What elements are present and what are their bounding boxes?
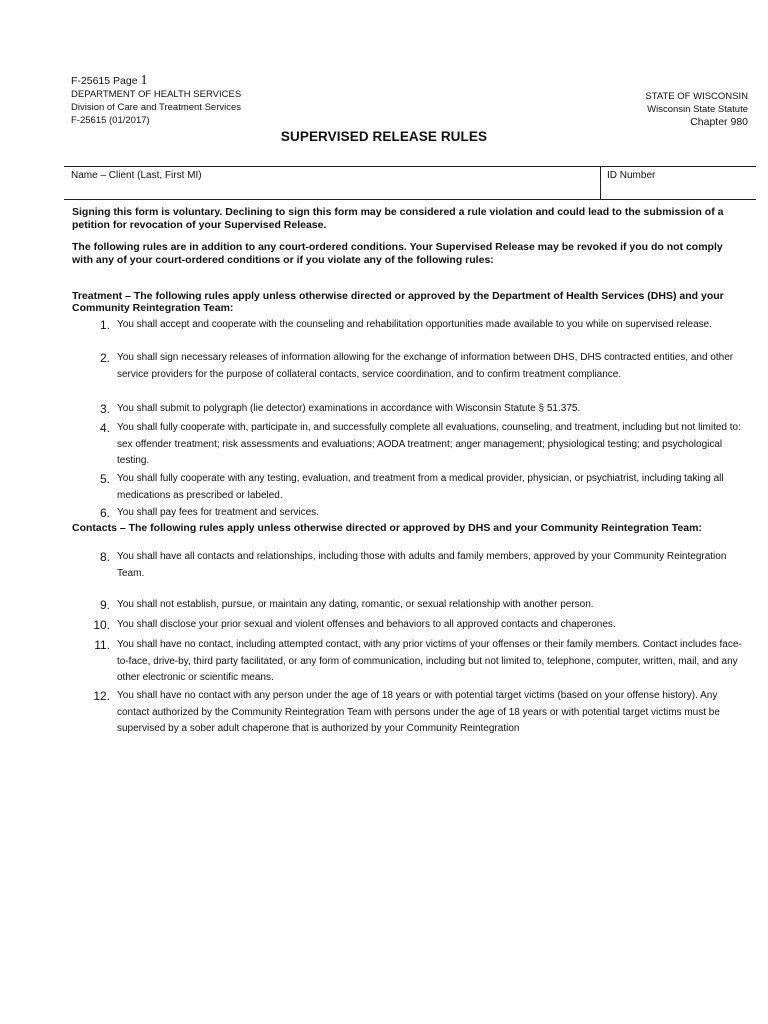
division-name: Division of Care and Treatment Services: [71, 102, 242, 113]
page-number: 1: [140, 73, 148, 88]
rule-text: You shall disclose your prior sexual and violent offenses and behaviors to all approved contacts and chaperones.: [117, 619, 616, 630]
header-state-block: [645, 90, 748, 129]
rule-text: You shall submit to polygraph (lie detector) examinations in accordance with Wisconsin Statute § 51.375.: [117, 403, 581, 414]
rule-number: 9.: [99, 598, 110, 612]
state-name: STATE OF WISCONSIN: [645, 91, 748, 102]
rule-number: 5.: [99, 472, 110, 486]
voluntary-notice: Signing this form is voluntary. Declining to sign this form may be considered a rule violation and could lead to the submission of a petition for revocation of your Supervised Release.: [72, 206, 724, 231]
rule-text: You shall fully cooperate with, participate in, and successfully complete all evaluations, counseling, and treatment, including but not limited to: sex offender treatment; risk assessments and evaluations; AODA treatment; anger management; physiological testing; and psychological testing.: [117, 422, 741, 466]
statute-name: Wisconsin State Statute: [647, 104, 748, 115]
rule-number: 3.: [99, 402, 110, 416]
form-page-label: F-25615 Page: [71, 75, 141, 87]
rule-number: 1.: [99, 318, 110, 332]
name-field[interactable]: [64, 167, 601, 199]
rule-text: You shall have no contact, including attempted contact, with any prior victims of your offenses or their family members. Contact includes face-to-face, drive-by, third party facilitated, or any form of communication, including but not limited to, telephone, computer, written, mail, and any other electronic or scientific means.: [117, 639, 742, 683]
rule-text: You shall fully cooperate with any testing, evaluation, and treatment from a medical provider, physician, or psychiatrist, including taking all medications as prescribed or labeled.: [117, 473, 724, 501]
page-title: SUPERVISED RELEASE RULES: [280, 129, 488, 144]
rule-number: 2.: [99, 351, 110, 365]
form-id: F-25615 (01/2017): [71, 115, 150, 126]
rule-text: You shall not establish, pursue, or maintain any dating, romantic, or sexual relationship with another person.: [117, 599, 594, 610]
rule-text: You shall pay fees for treatment and services.: [117, 507, 319, 518]
contacts-heading: Contacts – The following rules apply unless otherwise directed or approved by DHS and your Community Reintegration Team:: [72, 522, 702, 534]
rule-number: 4.: [99, 421, 110, 435]
rule-text: You shall sign necessary releases of information allowing for the exchange of information between DHS, DHS contracted entities, and other service providers for the purpose of collateral contacts, service coordination, and to confirm treatment compliance.: [117, 352, 734, 380]
form-page-line: [71, 74, 241, 88]
header-agency-block: [71, 74, 241, 127]
department-name: DEPARTMENT OF HEALTH SERVICES: [71, 89, 242, 100]
rules-note: The following rules are in addition to any court-ordered conditions. Your Supervised Release may be revoked if you do not comply with any of your court-ordered conditions or if you violate any of the following rules:: [72, 241, 723, 266]
id-number-label: ID Number: [607, 170, 656, 181]
rule-number: 12.: [93, 689, 110, 703]
id-number-field[interactable]: [602, 167, 756, 199]
chapter-label: Chapter 980: [690, 116, 748, 128]
rule-number: 10.: [93, 618, 110, 632]
treatment-heading: Treatment – The following rules apply unless otherwise directed or approved by the Department of Health Services (DHS) and your Community Reintegration Team:: [72, 290, 724, 314]
client-info-table: [64, 166, 756, 200]
name-field-label: Name – Client (Last, First MI): [71, 170, 202, 181]
rule-number: 8.: [99, 550, 110, 564]
rule-number: 6.: [99, 506, 110, 520]
rule-number: 11.: [94, 638, 110, 652]
rule-text: You shall have no contact with any person under the age of 18 years or with potential target victims (based on your offense history). Any contact authorized by the Community Reintegration Team with persons under the age of 18 years or with potential target victims must be supervised by a sober adult chaperone that is authorized by your Community Reintegration: [117, 690, 720, 734]
rule-text: You shall accept and cooperate with the counseling and rehabilitation opportunities made available to you while on supervised release.: [117, 319, 713, 330]
rule-text: You shall have all contacts and relationships, including those with adults and family members, approved by your Community Reintegration Team.: [117, 551, 727, 579]
